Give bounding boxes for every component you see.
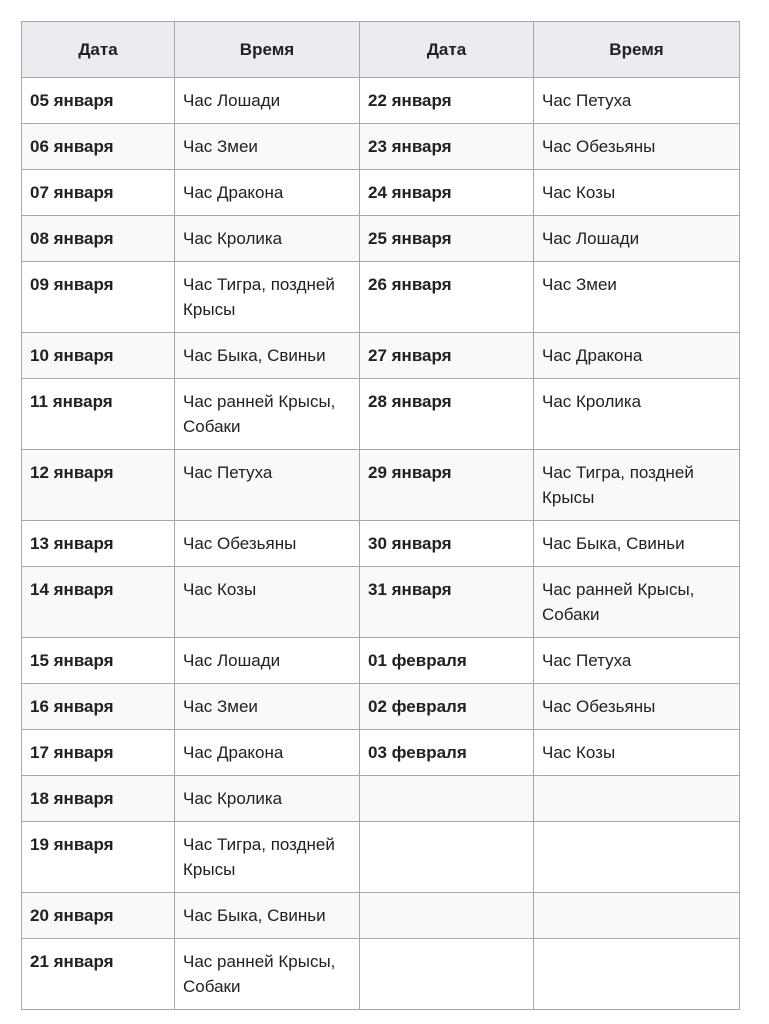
table-row [22,822,740,893]
table-row [22,216,740,262]
date-cell: 09 января [22,262,175,333]
date-cell: 29 января [360,450,534,521]
time-cell: Час Лошади [534,216,740,262]
time-cell: Час Дракона [175,730,360,776]
table-row [22,262,740,333]
date-cell [360,893,534,939]
date-cell: 30 января [360,521,534,567]
date-cell: 20 января [22,893,175,939]
time-cell: Час Змеи [534,262,740,333]
date-cell: 06 января [22,124,175,170]
table-row [22,333,740,379]
table-row [22,638,740,684]
table-row [22,170,740,216]
time-cell: Час Козы [534,730,740,776]
date-cell: 08 января [22,216,175,262]
date-cell: 12 января [22,450,175,521]
date-cell [360,776,534,822]
date-cell: 01 февраля [360,638,534,684]
date-cell [360,939,534,1010]
time-cell [534,822,740,893]
time-cell: Час Тигра, поздней Крысы [175,262,360,333]
date-cell: 07 января [22,170,175,216]
date-cell: 23 января [360,124,534,170]
table-row [22,939,740,1010]
header-time-1: Время [175,22,360,78]
date-cell: 19 января [22,822,175,893]
date-cell: 11 января [22,379,175,450]
time-cell: Час Быка, Свиньи [534,521,740,567]
date-cell: 17 января [22,730,175,776]
time-cell: Час ранней Крысы, Собаки [534,567,740,638]
time-cell [534,893,740,939]
date-cell: 02 февраля [360,684,534,730]
schedule-table-container [21,21,740,1010]
time-cell [534,939,740,1010]
table-row [22,78,740,124]
time-cell: Час Обезьяны [534,124,740,170]
time-cell: Час Козы [534,170,740,216]
time-cell: Час Тигра, поздней Крысы [534,450,740,521]
table-row [22,776,740,822]
date-cell: 18 января [22,776,175,822]
time-cell: Час Лошади [175,78,360,124]
table-row [22,684,740,730]
table-row [22,379,740,450]
date-cell: 26 января [360,262,534,333]
date-cell: 15 января [22,638,175,684]
time-cell: Час Лошади [175,638,360,684]
date-cell: 22 января [360,78,534,124]
time-cell [534,776,740,822]
table-row [22,893,740,939]
date-cell: 24 января [360,170,534,216]
date-cell: 03 февраля [360,730,534,776]
time-cell: Час Змеи [175,124,360,170]
time-cell: Час Обезьяны [175,521,360,567]
time-cell: Час Быка, Свиньи [175,333,360,379]
time-cell: Час Петуха [534,78,740,124]
table-row [22,124,740,170]
time-cell: Час Обезьяны [534,684,740,730]
time-cell: Час ранней Крысы, Собаки [175,379,360,450]
date-cell: 05 января [22,78,175,124]
schedule-table [21,21,740,1010]
date-cell: 10 января [22,333,175,379]
header-date-1: Дата [22,22,175,78]
header-time-2: Время [534,22,740,78]
table-row [22,567,740,638]
time-cell: Час Петуха [534,638,740,684]
date-cell: 13 января [22,521,175,567]
date-cell [360,822,534,893]
header-date-2: Дата [360,22,534,78]
time-cell: Час Кролика [534,379,740,450]
date-cell: 27 января [360,333,534,379]
header-row [22,22,740,78]
date-cell: 21 января [22,939,175,1010]
date-cell: 14 января [22,567,175,638]
date-cell: 25 января [360,216,534,262]
time-cell: Час Дракона [534,333,740,379]
date-cell: 16 января [22,684,175,730]
time-cell: Час ранней Крысы, Собаки [175,939,360,1010]
table-row [22,730,740,776]
table-row [22,450,740,521]
time-cell: Час Дракона [175,170,360,216]
date-cell: 28 января [360,379,534,450]
time-cell: Час Быка, Свиньи [175,893,360,939]
time-cell: Час Кролика [175,776,360,822]
date-cell: 31 января [360,567,534,638]
time-cell: Час Змеи [175,684,360,730]
time-cell: Час Козы [175,567,360,638]
time-cell: Час Тигра, поздней Крысы [175,822,360,893]
table-row [22,521,740,567]
time-cell: Час Петуха [175,450,360,521]
table-body [22,78,740,1010]
time-cell: Час Кролика [175,216,360,262]
